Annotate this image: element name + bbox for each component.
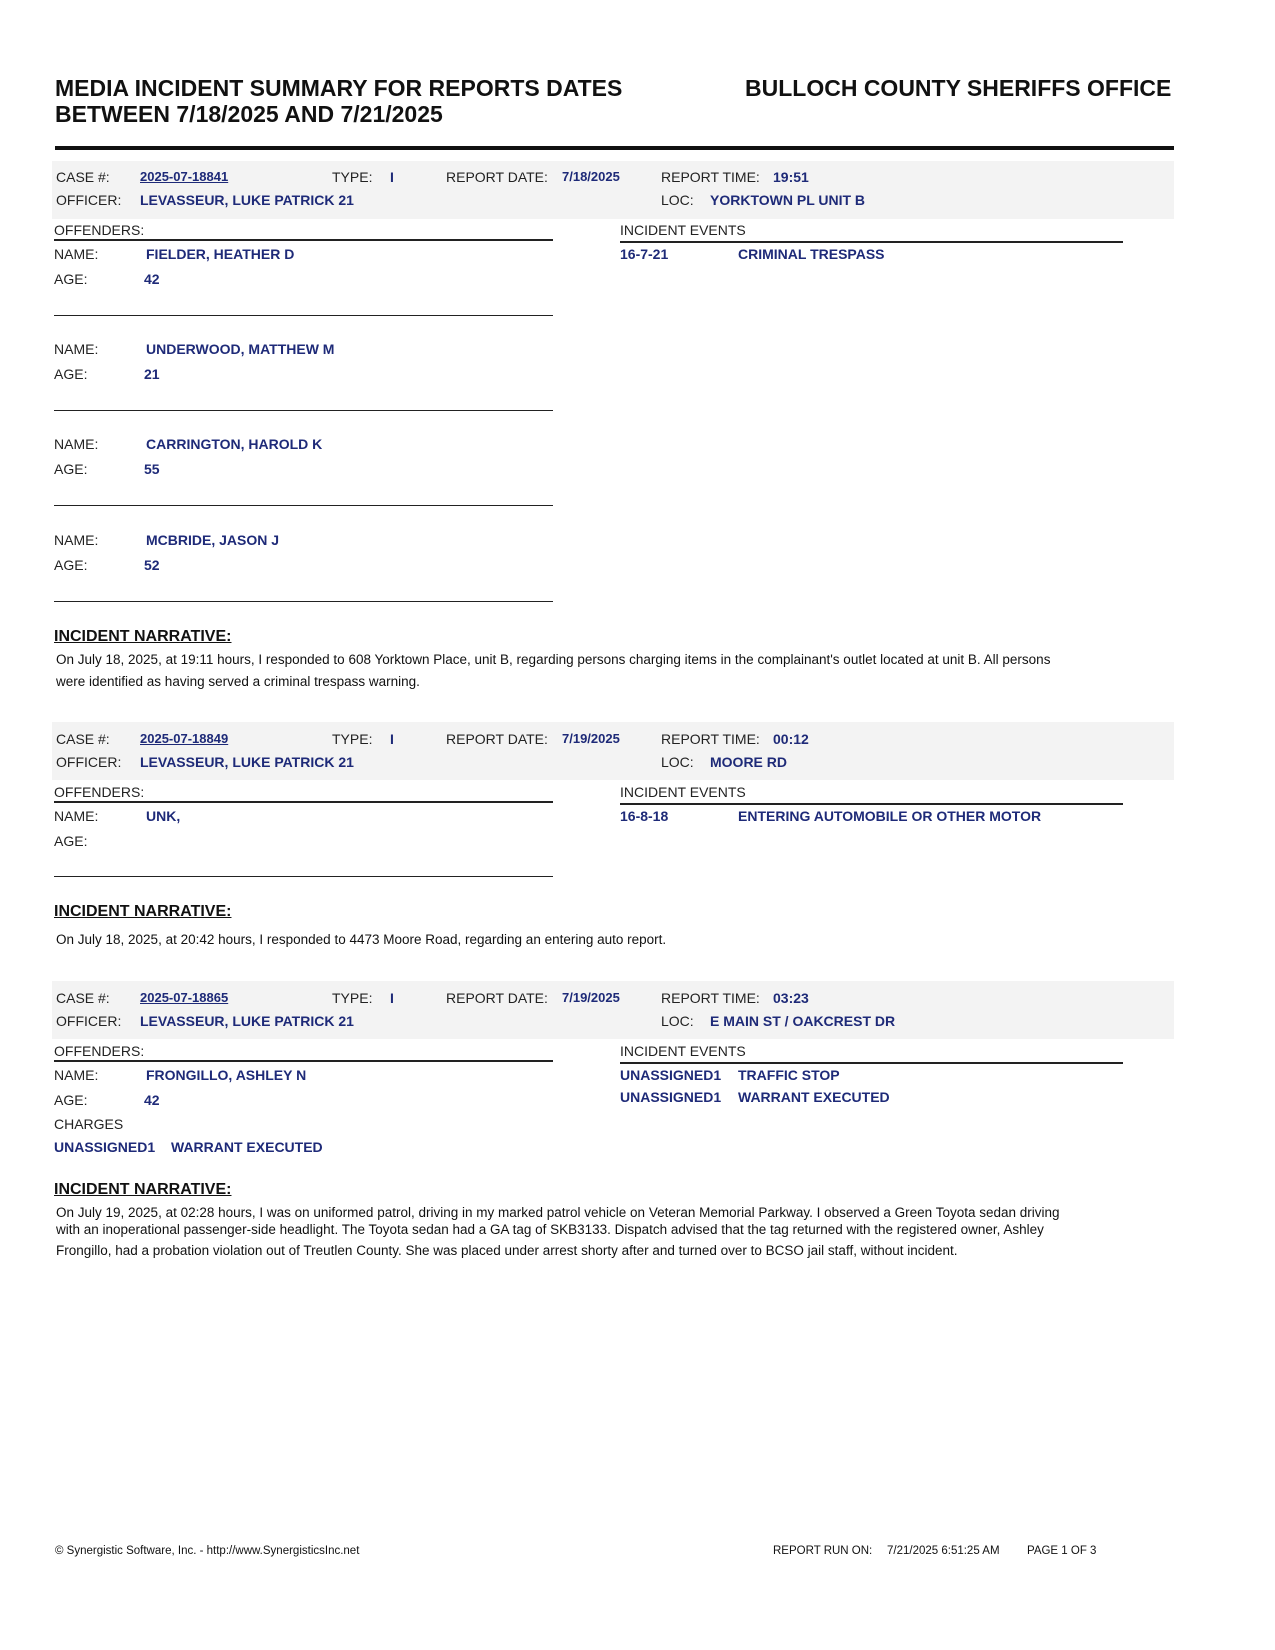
offender-name: FRONGILLO, ASHLEY N xyxy=(146,1067,307,1083)
narrative-line: Frongillo, had a probation violation out of Treutlen County. She was placed under arrest shorty after and turned over to BCSO jail staff, without incident. xyxy=(56,1243,958,1258)
name-label: NAME: xyxy=(54,246,99,262)
report-time-label: REPORT TIME: xyxy=(661,169,760,185)
report-title-line1: MEDIA INCIDENT SUMMARY FOR REPORTS DATES xyxy=(55,75,623,101)
incident-events-label: INCIDENT EVENTS xyxy=(620,1043,746,1059)
footer-copyright: © Synergistic Software, Inc. - http://www.SynergisticsInc.net xyxy=(55,1545,360,1557)
offender-age: 42 xyxy=(144,271,160,287)
charges-label: CHARGES xyxy=(54,1116,124,1132)
offender-divider xyxy=(54,410,553,411)
case-number-link[interactable]: 2025-07-18841 xyxy=(140,169,229,184)
event-code: 16-8-18 xyxy=(620,808,669,824)
narrative-line: On July 18, 2025, at 19:11 hours, I responded to 608 Yorktown Place, unit B, regarding persons charging items in the complainant's outlet located at unit B. All persons xyxy=(56,652,1051,667)
footer-report-run-label: REPORT RUN ON: xyxy=(773,1545,873,1557)
officer-label: OFFICER: xyxy=(56,754,122,770)
offender-age: 21 xyxy=(144,366,160,382)
offender-name: CARRINGTON, HAROLD K xyxy=(146,436,323,452)
offenders-divider xyxy=(54,239,553,241)
type-label: TYPE: xyxy=(332,169,373,185)
event-description: CRIMINAL TRESPASS xyxy=(738,246,885,262)
event-code: UNASSIGNED1 xyxy=(620,1089,722,1105)
event-description: TRAFFIC STOP xyxy=(738,1067,840,1083)
officer-value: LEVASSEUR, LUKE PATRICK 21 xyxy=(140,1013,354,1029)
loc-value: YORKTOWN PL UNIT B xyxy=(710,192,866,208)
age-label: AGE: xyxy=(54,557,88,573)
offender-age: 52 xyxy=(144,557,160,573)
name-label: NAME: xyxy=(54,1067,99,1083)
event-description: WARRANT EXECUTED xyxy=(738,1089,890,1105)
offender-age: 42 xyxy=(144,1092,160,1108)
type-label: TYPE: xyxy=(332,990,373,1006)
offenders-divider xyxy=(54,801,553,803)
offenders-label: OFFENDERS: xyxy=(54,1043,145,1059)
header-divider xyxy=(55,146,1174,150)
offender-divider xyxy=(54,876,553,877)
loc-label: LOC: xyxy=(661,754,694,770)
case-number-link[interactable]: 2025-07-18865 xyxy=(140,990,229,1005)
incident-events-label: INCIDENT EVENTS xyxy=(620,222,746,238)
offenders-divider xyxy=(54,1060,553,1062)
type-value: I xyxy=(390,169,394,185)
report-time-value: 03:23 xyxy=(773,990,809,1006)
report-date-value: 7/19/2025 xyxy=(562,731,620,746)
offenders-label: OFFENDERS: xyxy=(54,784,145,800)
officer-label: OFFICER: xyxy=(56,192,122,208)
charge-description: WARRANT EXECUTED xyxy=(171,1139,323,1155)
offender-age: 55 xyxy=(144,461,160,477)
name-label: NAME: xyxy=(54,436,99,452)
narrative-line: were identified as having served a criminal trespass warning. xyxy=(56,674,420,689)
narrative-line: On July 19, 2025, at 02:28 hours, I was on uniformed patrol, driving in my marked patrol vehicle on Veteran Memorial Parkway. I observed a Green Toyota sedan driving xyxy=(56,1205,1060,1220)
name-label: NAME: xyxy=(54,532,99,548)
type-value: I xyxy=(390,990,394,1006)
report-date-value: 7/18/2025 xyxy=(562,169,620,184)
event-code: 16-7-21 xyxy=(620,246,669,262)
report-time-value: 00:12 xyxy=(773,731,809,747)
report-date-label: REPORT DATE: xyxy=(446,169,548,185)
case-label: CASE #: xyxy=(56,731,110,747)
report-time-label: REPORT TIME: xyxy=(661,990,760,1006)
age-label: AGE: xyxy=(54,271,88,287)
case-number-link[interactable]: 2025-07-18849 xyxy=(140,731,229,746)
event-description: ENTERING AUTOMOBILE OR OTHER MOTOR xyxy=(738,808,1042,824)
offender-divider xyxy=(54,315,553,316)
age-label: AGE: xyxy=(54,1092,88,1108)
narrative-title: INCIDENT NARRATIVE: xyxy=(54,903,232,920)
report-date-value: 7/19/2025 xyxy=(562,990,620,1005)
age-label: AGE: xyxy=(54,461,88,477)
age-label: AGE: xyxy=(54,833,88,849)
age-label: AGE: xyxy=(54,366,88,382)
offender-name: UNK, xyxy=(146,808,181,824)
officer-value: LEVASSEUR, LUKE PATRICK 21 xyxy=(140,754,354,770)
loc-value: E MAIN ST / OAKCREST DR xyxy=(710,1013,896,1029)
name-label: NAME: xyxy=(54,341,99,357)
report-title-line2: BETWEEN 7/18/2025 AND 7/21/2025 xyxy=(55,101,443,127)
report-date-label: REPORT DATE: xyxy=(446,990,548,1006)
narrative-title: INCIDENT NARRATIVE: xyxy=(54,1181,232,1198)
events-divider xyxy=(620,1062,1123,1064)
case-label: CASE #: xyxy=(56,169,110,185)
offender-divider xyxy=(54,601,553,602)
incident-events-label: INCIDENT EVENTS xyxy=(620,784,746,800)
name-label: NAME: xyxy=(54,808,99,824)
officer-value: LEVASSEUR, LUKE PATRICK 21 xyxy=(140,192,354,208)
report-date-label: REPORT DATE: xyxy=(446,731,548,747)
offenders-label: OFFENDERS: xyxy=(54,222,145,238)
event-code: UNASSIGNED1 xyxy=(620,1067,722,1083)
narrative-title: INCIDENT NARRATIVE: xyxy=(54,628,232,645)
offender-name: FIELDER, HEATHER D xyxy=(146,246,295,262)
type-value: I xyxy=(390,731,394,747)
type-label: TYPE: xyxy=(332,731,373,747)
narrative-line: with an inoperational passenger-side headlight. The Toyota sedan had a GA tag of SKB3133. Dispatch advised that the tag returned with the registered owner, Ashley xyxy=(56,1222,1044,1237)
report-time-value: 19:51 xyxy=(773,169,809,185)
offender-name: UNDERWOOD, MATTHEW M xyxy=(146,341,335,357)
events-divider xyxy=(620,803,1123,805)
loc-value: MOORE RD xyxy=(710,754,787,770)
offender-name: MCBRIDE, JASON J xyxy=(146,532,280,548)
offender-divider xyxy=(54,505,553,506)
events-divider xyxy=(620,241,1123,243)
charge-code: UNASSIGNED1 xyxy=(54,1139,156,1155)
agency-title: BULLOCH COUNTY SHERIFFS OFFICE xyxy=(745,75,1172,101)
loc-label: LOC: xyxy=(661,1013,694,1029)
loc-label: LOC: xyxy=(661,192,694,208)
footer-page-number: PAGE 1 OF 3 xyxy=(1027,1545,1097,1557)
officer-label: OFFICER: xyxy=(56,1013,122,1029)
report-time-label: REPORT TIME: xyxy=(661,731,760,747)
narrative-line: On July 18, 2025, at 20:42 hours, I responded to 4473 Moore Road, regarding an entering auto report. xyxy=(56,932,667,947)
case-label: CASE #: xyxy=(56,990,110,1006)
footer-report-run-value: 7/21/2025 6:51:25 AM xyxy=(887,1545,1000,1557)
